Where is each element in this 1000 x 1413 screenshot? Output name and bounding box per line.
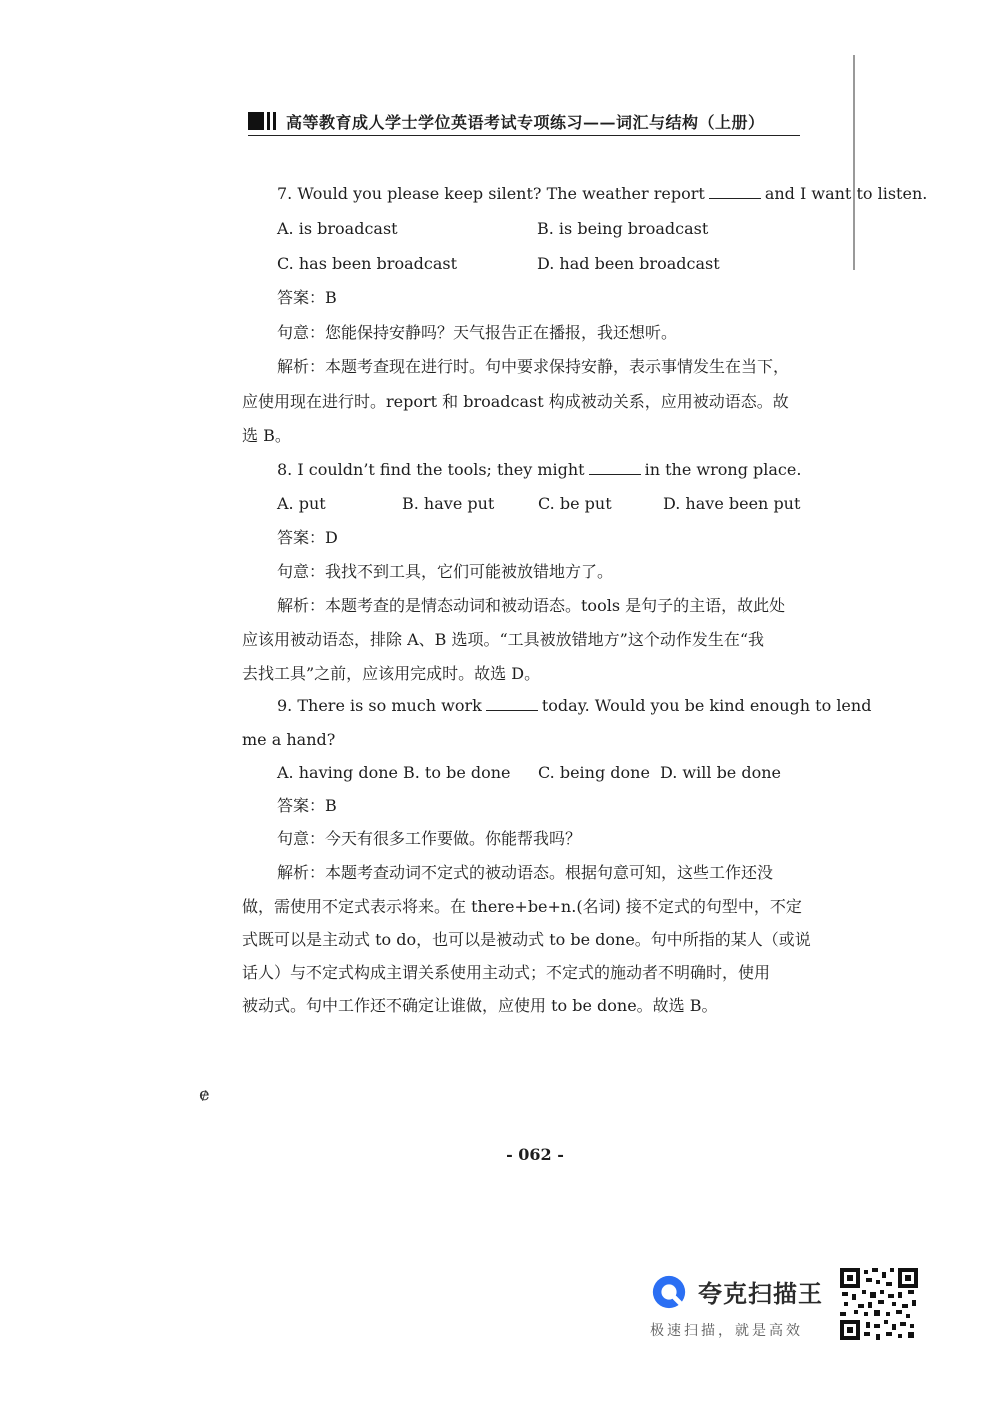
question-9-analysis-line-5: 被动式。句中工作还不确定让谁做，应使用 to be done。故选 B。 — [242, 996, 718, 1015]
question-9-stem — [277, 696, 871, 716]
question-9-option-a: A. having done — [277, 763, 399, 782]
question-7-stem — [277, 184, 927, 204]
question-8-answer: 答案：D — [277, 528, 338, 547]
quark-logo-icon — [650, 1273, 688, 1311]
header-title: 高等教育成人学士学位英语考试专项练习——词汇与结构（上册） — [286, 112, 765, 132]
scan-edge-shadow — [853, 55, 855, 270]
question-7-analysis-line-2: 应使用现在进行时。report 和 broadcast 构成被动关系，应用被动语态。故 — [242, 392, 789, 411]
watermark-slogan: 极速扫描，就是高效 — [650, 1323, 803, 1339]
question-8-option-d: D. have been put — [663, 494, 801, 513]
question-8-option-b: B. have put — [402, 494, 495, 513]
answer-blank — [486, 696, 538, 711]
question-8-option-c: C. be put — [538, 494, 612, 513]
question-7-option-d: D. had been broadcast — [537, 254, 720, 273]
question-9-option-d: D. will be done — [660, 763, 782, 782]
question-8-meaning: 句意：我找不到工具，它们可能被放错地方了。 — [277, 562, 614, 581]
question-7-meaning: 句意：您能保持安静吗？天气报告正在播报，我还想听。 — [277, 323, 678, 342]
question-7-answer: 答案：B — [277, 288, 337, 307]
question-9-option-b: B. to be done — [403, 763, 511, 782]
question-7-option-b: B. is being broadcast — [537, 219, 709, 238]
header-rule — [248, 135, 800, 136]
question-9-stem-before: 9. There is so much work — [277, 696, 482, 715]
scanner-watermark — [648, 1270, 848, 1340]
question-7-analysis-line-1: 解析：本题考查现在进行时。句中要求保持安静，表示事情发生在当下， — [277, 357, 790, 376]
question-9-analysis-line-3: 式既可以是主动式 to do，也可以是被动式 to be done。句中所指的某人（或说 — [242, 930, 811, 949]
watermark-name: 夸克扫描王 — [698, 1280, 823, 1308]
question-7-analysis-line-3: 选 B。 — [242, 426, 291, 445]
question-7-option-a: A. is broadcast — [277, 219, 398, 238]
question-9-meaning: 句意：今天有很多工作要做。你能帮我吗？ — [277, 829, 582, 848]
question-7-option-c: C. has been broadcast — [277, 254, 457, 273]
answer-blank — [589, 460, 641, 475]
question-9-option-c: C. being done — [538, 763, 650, 782]
question-9-analysis-line-2: 做，需使用不定式表示将来。在 there+be+n.(名词) 接不定式的句型中，不定 — [242, 897, 802, 916]
qr-code-icon — [838, 1266, 920, 1342]
question-8-option-a: A. put — [277, 494, 326, 513]
question-8-stem — [277, 460, 801, 480]
question-8-analysis-line-2: 应该用被动语态，排除 A、B 选项。“工具被放错地方”这个动作发生在“我 — [242, 630, 765, 649]
question-8-analysis-line-1: 解析：本题考查的是情态动词和被动语态。tools 是句子的主语，故此处 — [277, 596, 786, 615]
header-mark-icon — [248, 112, 276, 130]
question-8-stem-after: in the wrong place. — [644, 460, 802, 479]
running-header — [248, 108, 800, 134]
question-9-answer: 答案：B — [277, 796, 337, 815]
question-9-analysis-line-1: 解析：本题考查动词不定式的被动语态。根据句意可知，这些工作还没 — [277, 863, 774, 882]
question-9-stem-after: today. Would you be kind enough to lend — [541, 696, 872, 715]
question-8-stem-before: 8. I couldn’t find the tools; they might — [277, 460, 585, 479]
answer-blank — [709, 184, 761, 199]
question-7-stem-after: and I want to listen. — [764, 184, 928, 203]
page-number: - 062 - — [506, 1145, 564, 1164]
question-9-stem-line-2: me a hand? — [242, 730, 336, 749]
question-7-stem-before: 7. Would you please keep silent? The weather report — [277, 184, 705, 203]
scan-smudge: ɇ — [199, 1084, 210, 1105]
question-9-analysis-line-4: 话人）与不定式构成主谓关系使用主动式；不定式的施动者不明确时，使用 — [242, 963, 771, 982]
question-8-analysis-line-3: 去找工具”之前，应该用完成时。故选 D。 — [242, 664, 541, 683]
